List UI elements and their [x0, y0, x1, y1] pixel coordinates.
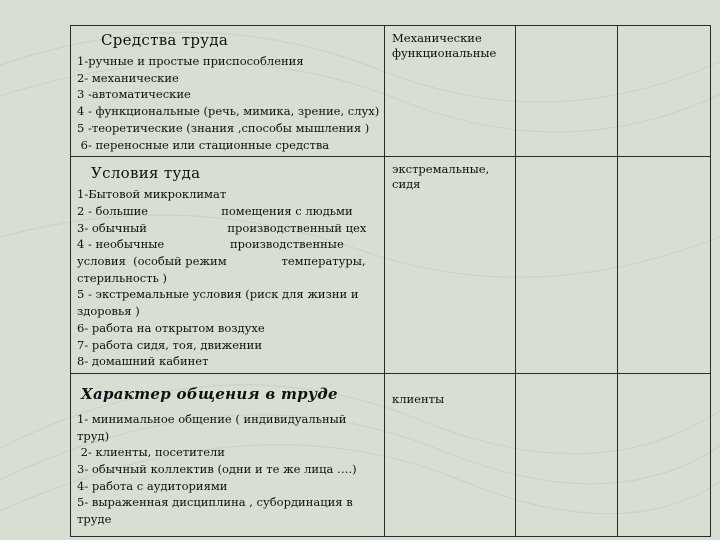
- empty-cell: [618, 26, 711, 157]
- list-item: 7- работа сидя, тоя, движении: [77, 337, 262, 352]
- list-item: здоровья ): [77, 304, 140, 319]
- table-row-conditions: [71, 157, 711, 374]
- table-row-tools: [71, 26, 711, 157]
- list-item: 3 -автоматические: [77, 87, 191, 102]
- list-item: 2 - большие помещения с людьми: [77, 203, 353, 218]
- list-item: 1-Бытовой микроклимат: [77, 187, 227, 202]
- empty-cell: [618, 373, 711, 536]
- empty-cell: [516, 373, 618, 536]
- communication-cell: [71, 373, 385, 536]
- communication-note-cell: [385, 373, 516, 536]
- list-item: 3- обычный производственный цех: [77, 220, 367, 235]
- conditions-note: экстремальные, сидя: [392, 162, 490, 192]
- empty-cell: [516, 26, 618, 157]
- list-item: 3- обычный коллектив (одни и те же лица ….): [77, 462, 357, 477]
- list-item: условия (особый режим температуры,: [77, 254, 366, 269]
- list-item: 4 - необычные производственные: [77, 237, 344, 252]
- empty-cell: [516, 157, 618, 374]
- list-item: 4- работа с аудиториями: [77, 478, 228, 493]
- list-item: стерильность ): [77, 270, 167, 285]
- list-item: 4 - функциональные (речь, мимика, зрение, слух): [77, 104, 380, 119]
- conditions-heading: Условия туда: [91, 164, 201, 183]
- tools-cell: [71, 26, 385, 157]
- criteria-table: [70, 25, 711, 537]
- tools-heading: Средства труда: [101, 31, 229, 49]
- list-item: 6- работа на открытом воздухе: [77, 320, 265, 335]
- communication-note: клиенты: [392, 391, 445, 406]
- conditions-note-cell: [385, 157, 516, 374]
- list-item: 5 -теоретические (знания ,способы мышления ): [77, 120, 370, 135]
- table-row-communication: [71, 373, 711, 536]
- list-item: 8- домашний кабинет: [77, 354, 209, 369]
- list-item: 6- переносные или стационные средства: [77, 137, 330, 152]
- list-item: 2- клиенты, посетители: [77, 445, 225, 460]
- list-item: 2- механические: [77, 70, 179, 85]
- list-item: 1-ручные и простые приспособления: [77, 54, 304, 68]
- tools-note-cell: [385, 26, 516, 157]
- conditions-cell: [71, 157, 385, 374]
- list-item: 5 - экстремальные условия (риск для жизни и: [77, 287, 359, 302]
- list-item: труде: [77, 512, 112, 527]
- empty-cell: [618, 157, 711, 374]
- communication-heading: Характер общения в труде: [81, 384, 338, 403]
- list-item: 1- минимальное общение ( индивидуальный труд): [77, 411, 347, 443]
- tools-note: Механические функциональные: [392, 31, 497, 60]
- list-item: 5- выраженная дисциплина , субординация в: [77, 495, 353, 510]
